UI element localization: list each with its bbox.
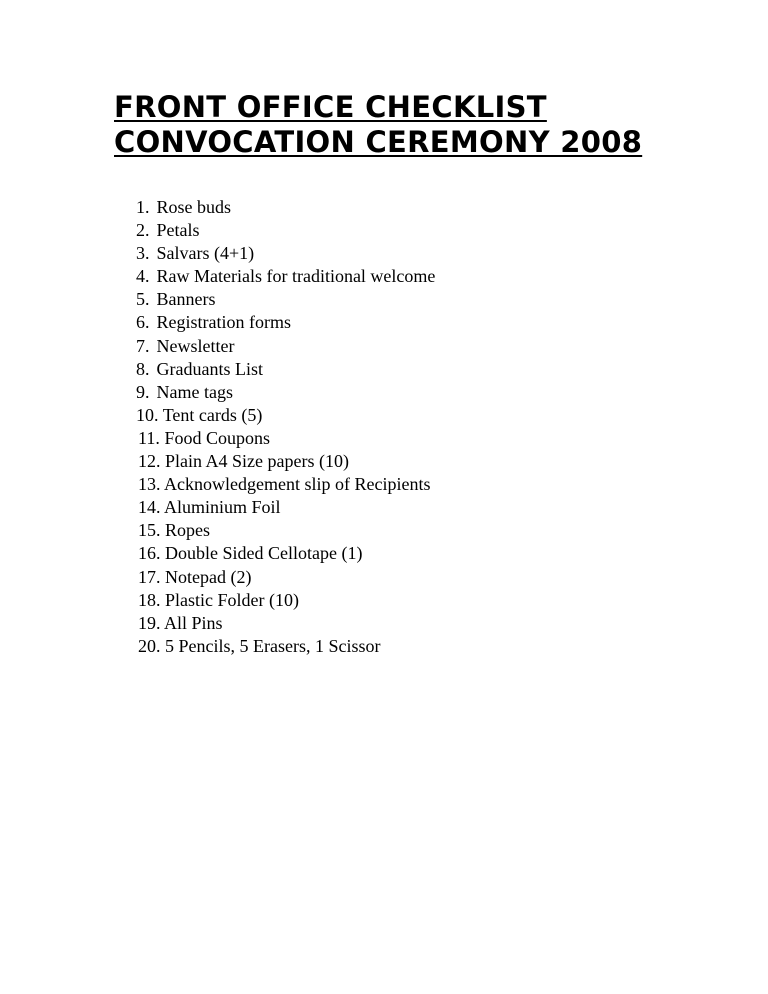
item-text: Petals bbox=[156, 220, 200, 241]
title-line-2: CONVOCATION CEREMONY 2008 bbox=[114, 125, 643, 159]
item-text: Registration forms bbox=[156, 312, 291, 333]
checklist-item bbox=[136, 311, 435, 334]
item-text: Salvars (4+1) bbox=[156, 243, 255, 264]
item-text: Ropes bbox=[165, 520, 210, 541]
checklist-item bbox=[136, 612, 435, 635]
item-number: 20. bbox=[138, 635, 161, 656]
item-number: 9. bbox=[136, 381, 150, 402]
item-number: 14. bbox=[138, 497, 161, 518]
item-text: Plain A4 Size papers (10) bbox=[165, 451, 349, 472]
item-number: 7. bbox=[136, 335, 150, 356]
item-text: Food Coupons bbox=[164, 427, 271, 448]
checklist-item bbox=[136, 381, 435, 404]
item-number: 15. bbox=[138, 520, 161, 541]
item-number: 4. bbox=[136, 266, 150, 287]
item-text: Graduants List bbox=[156, 358, 263, 379]
checklist bbox=[136, 196, 435, 658]
item-text: Tent cards (5) bbox=[162, 404, 263, 425]
item-text: Double Sided Cellotape (1) bbox=[165, 543, 363, 564]
item-number: 17. bbox=[138, 566, 161, 587]
checklist-item bbox=[136, 450, 435, 473]
item-number: 1. bbox=[136, 197, 150, 217]
item-number: 12. bbox=[138, 451, 161, 472]
checklist-item bbox=[136, 265, 435, 288]
item-text: Aluminium Foil bbox=[164, 497, 281, 518]
item-number: 6. bbox=[136, 312, 150, 333]
checklist-item bbox=[136, 519, 435, 542]
item-number: 16. bbox=[138, 543, 161, 564]
item-text: Notepad (2) bbox=[165, 566, 252, 587]
item-text: Plastic Folder (10) bbox=[165, 589, 299, 610]
checklist-item bbox=[136, 589, 435, 612]
item-number: 2. bbox=[136, 220, 150, 241]
item-text: Name tags bbox=[156, 381, 233, 402]
checklist-item bbox=[136, 242, 435, 265]
item-text: Acknowledgement slip of Recipients bbox=[164, 474, 431, 495]
checklist-item bbox=[136, 473, 435, 496]
item-number: 11. bbox=[138, 427, 160, 448]
item-text: Raw Materials for traditional welcome bbox=[156, 266, 436, 287]
checklist-item bbox=[136, 404, 435, 427]
item-number: 13. bbox=[138, 474, 161, 495]
checklist-item bbox=[136, 219, 435, 242]
checklist-item bbox=[136, 542, 435, 565]
item-number: 5. bbox=[136, 289, 150, 310]
checklist-item bbox=[136, 496, 435, 519]
checklist-item bbox=[136, 288, 435, 311]
checklist-item bbox=[136, 358, 435, 381]
checklist-item bbox=[136, 335, 435, 358]
item-text: Rose buds bbox=[156, 197, 232, 217]
checklist-item bbox=[136, 566, 435, 589]
checklist-item bbox=[136, 196, 435, 219]
item-number: 3. bbox=[136, 243, 150, 264]
item-number: 10. bbox=[136, 404, 159, 425]
item-text: Newsletter bbox=[156, 335, 235, 356]
title-line-1: FRONT OFFICE CHECKLIST bbox=[114, 90, 547, 124]
document-title bbox=[114, 90, 642, 160]
item-text: All Pins bbox=[164, 612, 223, 633]
checklist-item bbox=[136, 635, 435, 658]
checklist-item bbox=[136, 427, 435, 450]
item-number: 8. bbox=[136, 358, 150, 379]
item-text: 5 Pencils, 5 Erasers, 1 Scissor bbox=[165, 635, 381, 656]
item-number: 19. bbox=[138, 612, 161, 633]
item-number: 18. bbox=[138, 589, 161, 610]
item-text: Banners bbox=[156, 289, 216, 310]
